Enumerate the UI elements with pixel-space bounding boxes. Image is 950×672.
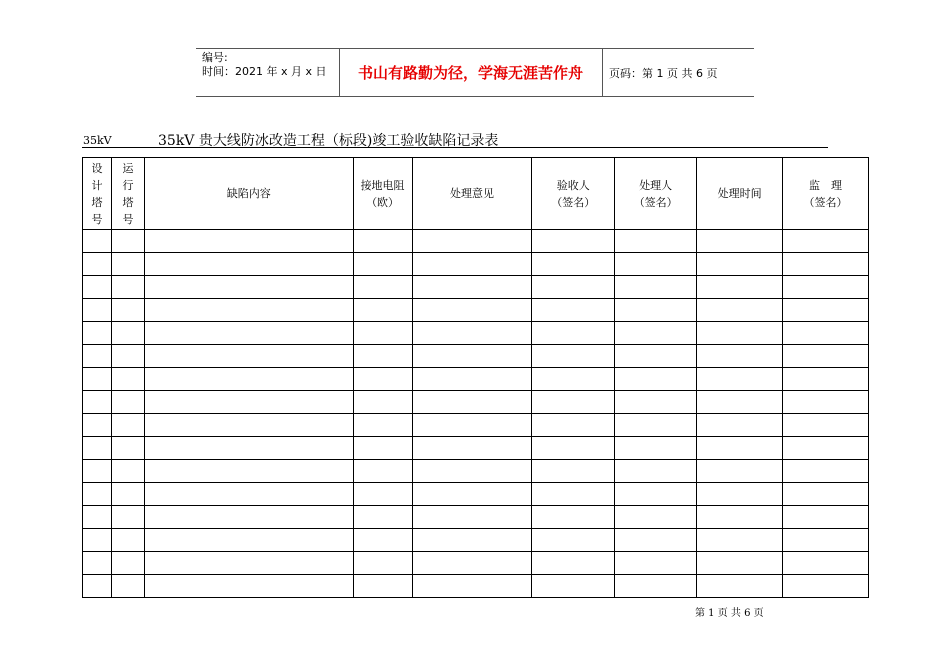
table-row — [83, 368, 869, 391]
cell-defect-content[interactable] — [144, 552, 353, 575]
cell-handle-time[interactable] — [697, 529, 783, 552]
cell-defect-content[interactable] — [144, 483, 353, 506]
cell-design-tower[interactable] — [83, 322, 112, 345]
cell-handling-opinion[interactable] — [412, 322, 532, 345]
cell-defect-content[interactable] — [144, 299, 353, 322]
cell-handling-opinion[interactable] — [412, 276, 532, 299]
cell-supervisor[interactable] — [783, 575, 869, 598]
cell-handle-time[interactable] — [697, 230, 783, 253]
column-header-text: 处理时间 — [717, 187, 762, 200]
cell-ground-resistance[interactable] — [353, 345, 412, 368]
cell-handler[interactable] — [615, 483, 697, 506]
cell-handle-time[interactable] — [697, 552, 783, 575]
cell-inspector[interactable] — [532, 483, 615, 506]
cell-design-tower[interactable] — [83, 460, 112, 483]
table-row — [83, 345, 869, 368]
table-body — [83, 230, 869, 598]
column-header-text: 验收人 — [556, 178, 590, 192]
cell-handler[interactable] — [615, 437, 697, 460]
column-header-text: （签名） — [551, 195, 596, 209]
cell-supervisor[interactable] — [783, 483, 869, 506]
cell-handle-time[interactable] — [697, 276, 783, 299]
cell-run-tower[interactable] — [111, 460, 144, 483]
cell-handle-time[interactable] — [697, 322, 783, 345]
cell-inspector[interactable] — [532, 276, 615, 299]
column-header-text: 号 — [122, 212, 134, 226]
cell-run-tower[interactable] — [111, 276, 144, 299]
column-header-handler — [615, 158, 697, 230]
column-header-design-tower — [83, 158, 112, 230]
document-time-label: 时间：2021 年 x 月 x 日 — [202, 65, 327, 78]
cell-supervisor[interactable] — [783, 368, 869, 391]
header-divider-right — [602, 48, 603, 96]
table-row — [83, 322, 869, 345]
cell-ground-resistance[interactable] — [353, 529, 412, 552]
cell-run-tower[interactable] — [111, 506, 144, 529]
cell-handler[interactable] — [615, 368, 697, 391]
table-row — [83, 437, 869, 460]
cell-handler[interactable] — [615, 391, 697, 414]
cell-inspector[interactable] — [532, 529, 615, 552]
cell-handler[interactable] — [615, 529, 697, 552]
cell-inspector[interactable] — [532, 506, 615, 529]
header-meta — [202, 51, 327, 79]
cell-handle-time[interactable] — [697, 253, 783, 276]
column-header-text: 运 — [122, 161, 134, 175]
cell-supervisor[interactable] — [783, 299, 869, 322]
cell-supervisor[interactable] — [783, 322, 869, 345]
table-row — [83, 414, 869, 437]
cell-design-tower[interactable] — [83, 506, 112, 529]
cell-ground-resistance[interactable] — [353, 437, 412, 460]
cell-inspector[interactable] — [532, 345, 615, 368]
cell-inspector[interactable] — [532, 391, 615, 414]
cell-handler[interactable] — [615, 253, 697, 276]
cell-supervisor[interactable] — [783, 230, 869, 253]
cell-handle-time[interactable] — [697, 437, 783, 460]
cell-defect-content[interactable] — [144, 345, 353, 368]
cell-handling-opinion[interactable] — [412, 368, 532, 391]
cell-handler[interactable] — [615, 575, 697, 598]
cell-inspector[interactable] — [532, 460, 615, 483]
cell-run-tower[interactable] — [111, 253, 144, 276]
cell-inspector[interactable] — [532, 253, 615, 276]
cell-inspector[interactable] — [532, 552, 615, 575]
cell-run-tower[interactable] — [111, 575, 144, 598]
table-row — [83, 575, 869, 598]
cell-run-tower[interactable] — [111, 299, 144, 322]
cell-run-tower[interactable] — [111, 483, 144, 506]
cell-design-tower[interactable] — [83, 391, 112, 414]
cell-design-tower[interactable] — [83, 552, 112, 575]
document-number-label: 编号: — [202, 51, 228, 64]
cell-handle-time[interactable] — [697, 391, 783, 414]
table-row — [83, 276, 869, 299]
cell-handler[interactable] — [615, 460, 697, 483]
table-row — [83, 552, 869, 575]
cell-ground-resistance[interactable] — [353, 552, 412, 575]
cell-run-tower[interactable] — [111, 529, 144, 552]
cell-supervisor[interactable] — [783, 276, 869, 299]
cell-handling-opinion[interactable] — [412, 253, 532, 276]
cell-handling-opinion[interactable] — [412, 299, 532, 322]
cell-design-tower[interactable] — [83, 253, 112, 276]
cell-ground-resistance[interactable] — [353, 575, 412, 598]
cell-handler[interactable] — [615, 552, 697, 575]
column-header-text: 塔 — [122, 195, 134, 209]
cell-defect-content[interactable] — [144, 529, 353, 552]
table-row — [83, 391, 869, 414]
cell-handling-opinion[interactable] — [412, 529, 532, 552]
cell-defect-content[interactable] — [144, 368, 353, 391]
column-header-text: 处理人 — [639, 178, 673, 192]
cell-supervisor[interactable] — [783, 529, 869, 552]
cell-supervisor[interactable] — [783, 345, 869, 368]
cell-inspector[interactable] — [532, 368, 615, 391]
cell-run-tower[interactable] — [111, 391, 144, 414]
cell-ground-resistance[interactable] — [353, 460, 412, 483]
cell-handling-opinion[interactable] — [412, 483, 532, 506]
cell-inspector[interactable] — [532, 414, 615, 437]
cell-ground-resistance[interactable] — [353, 322, 412, 345]
cell-supervisor[interactable] — [783, 391, 869, 414]
column-header-text: 塔 — [91, 195, 103, 209]
cell-ground-resistance[interactable] — [353, 230, 412, 253]
cell-handler[interactable] — [615, 299, 697, 322]
cell-handle-time[interactable] — [697, 414, 783, 437]
cell-design-tower[interactable] — [83, 276, 112, 299]
column-header-text: 监 理 — [809, 178, 842, 192]
defect-record-table — [82, 157, 869, 598]
cell-design-tower[interactable] — [83, 483, 112, 506]
table-row — [83, 529, 869, 552]
cell-ground-resistance[interactable] — [353, 506, 412, 529]
column-header-run-tower — [111, 158, 144, 230]
column-header-text: 计 — [91, 178, 103, 192]
cell-run-tower[interactable] — [111, 414, 144, 437]
table-row — [83, 299, 869, 322]
cell-defect-content[interactable] — [144, 322, 353, 345]
cell-ground-resistance[interactable] — [353, 483, 412, 506]
header-bottom-rule — [196, 96, 754, 97]
cell-handling-opinion[interactable] — [412, 575, 532, 598]
title-underline — [82, 147, 828, 148]
cell-supervisor[interactable] — [783, 437, 869, 460]
cell-run-tower[interactable] — [111, 322, 144, 345]
cell-handler[interactable] — [615, 230, 697, 253]
table-row — [83, 460, 869, 483]
cell-defect-content[interactable] — [144, 253, 353, 276]
cell-design-tower[interactable] — [83, 529, 112, 552]
table-row — [83, 230, 869, 253]
cell-design-tower[interactable] — [83, 575, 112, 598]
cell-inspector[interactable] — [532, 437, 615, 460]
cell-supervisor[interactable] — [783, 253, 869, 276]
cell-ground-resistance[interactable] — [353, 391, 412, 414]
cell-handle-time[interactable] — [697, 368, 783, 391]
cell-inspector[interactable] — [532, 230, 615, 253]
column-header-handle-time — [697, 158, 783, 230]
table-row — [83, 483, 869, 506]
cell-handler[interactable] — [615, 345, 697, 368]
column-header-ground-resistance — [353, 158, 412, 230]
cell-supervisor[interactable] — [783, 506, 869, 529]
header-motto: 书山有路勤为径，学海无涯苦作舟 — [357, 63, 583, 82]
header-page-code: 页码：第 1 页 共 6 页 — [609, 67, 718, 80]
cell-run-tower[interactable] — [111, 230, 144, 253]
footer-page-number: 第 1 页 共 6 页 — [695, 608, 764, 619]
cell-defect-content[interactable] — [144, 460, 353, 483]
cell-run-tower[interactable] — [111, 437, 144, 460]
cell-handling-opinion[interactable] — [412, 345, 532, 368]
cell-handle-time[interactable] — [697, 506, 783, 529]
cell-defect-content[interactable] — [144, 437, 353, 460]
cell-handling-opinion[interactable] — [412, 437, 532, 460]
cell-design-tower[interactable] — [83, 437, 112, 460]
table-row — [83, 253, 869, 276]
cell-ground-resistance[interactable] — [353, 253, 412, 276]
cell-handler[interactable] — [615, 276, 697, 299]
cell-defect-content[interactable] — [144, 276, 353, 299]
column-header-text: 设 — [91, 161, 103, 175]
cell-handle-time[interactable] — [697, 299, 783, 322]
page-title: 35kV 贵大线防冰改造工程（标段)竣工验收缺陷记录表 — [158, 133, 499, 149]
column-header-text: （签名） — [633, 195, 678, 209]
cell-handle-time[interactable] — [697, 575, 783, 598]
cell-ground-resistance[interactable] — [353, 276, 412, 299]
cell-handling-opinion[interactable] — [412, 552, 532, 575]
cell-defect-content[interactable] — [144, 575, 353, 598]
table-row — [83, 506, 869, 529]
cell-defect-content[interactable] — [144, 414, 353, 437]
cell-handler[interactable] — [615, 506, 697, 529]
column-header-text: 处理意见 — [449, 187, 494, 200]
column-header-defect-content — [144, 158, 353, 230]
cell-run-tower[interactable] — [111, 345, 144, 368]
cell-supervisor[interactable] — [783, 460, 869, 483]
cell-design-tower[interactable] — [83, 345, 112, 368]
cell-handling-opinion[interactable] — [412, 460, 532, 483]
cell-defect-content[interactable] — [144, 391, 353, 414]
table-header-row — [83, 158, 869, 230]
cell-ground-resistance[interactable] — [353, 368, 412, 391]
cell-handler[interactable] — [615, 414, 697, 437]
title-prefix: 35kV — [83, 134, 112, 147]
column-header-text: 行 — [122, 178, 134, 192]
cell-ground-resistance[interactable] — [353, 414, 412, 437]
cell-supervisor[interactable] — [783, 552, 869, 575]
cell-handle-time[interactable] — [697, 483, 783, 506]
cell-handling-opinion[interactable] — [412, 414, 532, 437]
cell-defect-content[interactable] — [144, 230, 353, 253]
cell-run-tower[interactable] — [111, 368, 144, 391]
column-header-text: 接地电阻 — [360, 178, 405, 192]
cell-inspector[interactable] — [532, 299, 615, 322]
cell-ground-resistance[interactable] — [353, 299, 412, 322]
cell-handle-time[interactable] — [697, 460, 783, 483]
column-header-text: （欧） — [366, 195, 400, 209]
cell-handling-opinion[interactable] — [412, 506, 532, 529]
column-header-text: 号 — [91, 212, 103, 226]
cell-handling-opinion[interactable] — [412, 230, 532, 253]
cell-inspector[interactable] — [532, 322, 615, 345]
column-header-supervisor — [783, 158, 869, 230]
cell-handler[interactable] — [615, 322, 697, 345]
column-header-text: 缺陷内容 — [226, 187, 271, 200]
cell-design-tower[interactable] — [83, 414, 112, 437]
cell-design-tower[interactable] — [83, 368, 112, 391]
cell-design-tower[interactable] — [83, 230, 112, 253]
cell-design-tower[interactable] — [83, 299, 112, 322]
cell-supervisor[interactable] — [783, 414, 869, 437]
cell-run-tower[interactable] — [111, 552, 144, 575]
column-header-inspector — [532, 158, 615, 230]
cell-handle-time[interactable] — [697, 345, 783, 368]
cell-handling-opinion[interactable] — [412, 391, 532, 414]
column-header-text: （签名） — [803, 195, 848, 209]
cell-defect-content[interactable] — [144, 506, 353, 529]
cell-inspector[interactable] — [532, 575, 615, 598]
column-header-handling-opinion — [412, 158, 532, 230]
